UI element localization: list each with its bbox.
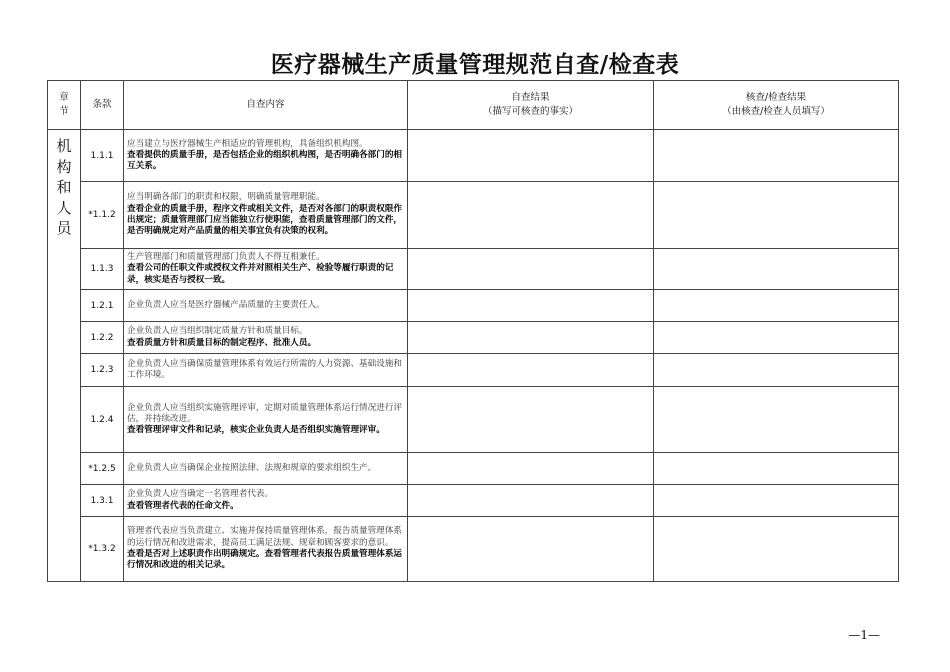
table-row: [48, 485, 899, 517]
header-clause: 条款: [81, 81, 124, 130]
table-row: [48, 453, 899, 485]
inspection-result-cell[interactable]: [654, 485, 899, 517]
table-row: [48, 182, 899, 249]
inspection-method-text: 查看管理评审文件和记录，核实企业负责人是否组织实施管理评审。: [127, 425, 385, 436]
check-content: [124, 354, 408, 387]
header-inspection-line2: （由核查/检查人员填写）: [722, 106, 830, 117]
requirement-text: 企业负责人应当是医疗器械产品质量的主要责任人。: [127, 299, 325, 310]
header-inspection: [654, 81, 899, 130]
table-row: [48, 130, 899, 182]
clause-number: 1.3.1: [81, 485, 124, 517]
header-self-check-line2: （描写可核查的事实）: [482, 106, 578, 117]
self-check-result-cell[interactable]: [408, 249, 654, 290]
header-content: 自查内容: [124, 81, 408, 130]
self-check-result-cell[interactable]: [408, 354, 654, 387]
clause-number: 1.2.3: [81, 354, 124, 387]
chapter-char: 和: [56, 178, 72, 196]
header-chapter-line1: 章: [59, 92, 69, 103]
self-check-result-cell[interactable]: [408, 130, 654, 182]
check-content: [124, 182, 408, 249]
clause-number: *1.2.5: [81, 453, 124, 485]
inspection-result-cell[interactable]: [654, 354, 899, 387]
header-chapter: [48, 81, 81, 130]
inspection-method-text: 查看企业的质量手册，程序文件或相关文件，是否对各部门的职责权限作出规定；质量管理部门应当能独立行使职能，查看质量管理部门的文件，是否明确规定对产品质量的相关事宜负有决策的权利。: [127, 203, 403, 237]
table-row: [48, 249, 899, 290]
inspection-method-text: 查看提供的质量手册，是否包括企业的组织机构图，是否明确各部门的相互关系。: [127, 149, 403, 172]
table-row: [48, 354, 899, 387]
header-chapter-line2: 节: [59, 106, 69, 117]
check-content: [124, 517, 408, 582]
inspection-method-text: 查看公司的任职文件或授权文件并对照相关生产、检验等履行职责的记录，核实是否与授权一致。: [127, 263, 394, 285]
page-title: 医疗器械生产质量管理规范自查/检查表: [270, 51, 680, 78]
clause-number: 1.2.2: [81, 322, 124, 354]
clause-number: *1.3.2: [81, 517, 124, 582]
checklist-table: [47, 80, 899, 582]
check-content: [124, 249, 408, 290]
requirement-text: 企业负责人应当确定一名管理者代表。: [127, 489, 274, 500]
check-content: [124, 130, 408, 182]
requirement-text: 应当建立与医疗器械生产相适应的管理机构，具备组织机构图。: [127, 138, 368, 149]
header-self-check-line1: 自查结果: [511, 92, 550, 103]
self-check-result-cell[interactable]: [408, 182, 654, 249]
clause-number: *1.1.2: [81, 182, 124, 249]
inspection-result-cell[interactable]: [654, 387, 899, 453]
chapter-char: 员: [56, 219, 72, 237]
requirement-text: 企业负责人应当确保企业按照法律、法规和规章的要求组织生产。: [127, 462, 377, 473]
inspection-method-text: 查看管理者代表的任命文件。: [127, 500, 239, 511]
table-row: [48, 290, 899, 322]
self-check-result-cell[interactable]: [408, 453, 654, 485]
inspection-method-text: 查看是否对上述职责作出明确规定。查看管理者代表报告质量管理体系运行情况和改进的相关记录。: [127, 549, 403, 571]
clause-number: 1.1.3: [81, 249, 124, 290]
check-content: [124, 290, 408, 322]
clause-number: 1.2.1: [81, 290, 124, 322]
inspection-method-text: 查看质量方针和质量目标的制定程序、批准人员。: [127, 337, 317, 348]
check-content: [124, 322, 408, 354]
page-number: —1—: [848, 628, 880, 642]
requirement-text: 应当明确各部门的职责和权限，明确质量管理职能。: [127, 192, 325, 203]
self-check-result-cell[interactable]: [408, 485, 654, 517]
chapter-char: 机: [56, 137, 72, 155]
header-self-check: [408, 81, 654, 130]
inspection-result-cell[interactable]: [654, 290, 899, 322]
inspection-result-cell[interactable]: [654, 182, 899, 249]
self-check-result-cell[interactable]: [408, 387, 654, 453]
self-check-result-cell[interactable]: [408, 322, 654, 354]
clause-number: 1.1.1: [81, 130, 124, 182]
table-row: [48, 517, 899, 582]
clause-number: 1.2.4: [81, 387, 124, 453]
requirement-text: 生产管理部门和质量管理部门负责人不得互相兼任。: [127, 252, 325, 263]
requirement-text: 企业负责人应当组织制定质量方针和质量目标。: [127, 326, 308, 337]
table-row: [48, 387, 899, 453]
self-check-result-cell[interactable]: [408, 517, 654, 582]
table-row: [48, 322, 899, 354]
check-content: [124, 485, 408, 517]
table-header-row: [48, 81, 899, 130]
inspection-result-cell[interactable]: [654, 130, 899, 182]
inspection-result-cell[interactable]: [654, 453, 899, 485]
requirement-text: 管理者代表应当负责建立、实施并保持质量管理体系，报告质量管理体系的运行情况和改进需求，提高员工满足法规、规章和顾客要求的意识。: [127, 526, 403, 548]
check-content: [124, 453, 408, 485]
self-check-result-cell[interactable]: [408, 290, 654, 322]
chapter-char: 构: [56, 157, 72, 176]
inspection-result-cell[interactable]: [654, 249, 899, 290]
check-content: [124, 387, 408, 453]
chapter-char: 人: [56, 198, 72, 217]
inspection-result-cell[interactable]: [654, 517, 899, 582]
requirement-text: 企业负责人应当组织实施管理评审，定期对质量管理体系运行情况进行评估，并持续改进。: [127, 402, 403, 424]
inspection-result-cell[interactable]: [654, 322, 899, 354]
header-inspection-line1: 核查/检查结果: [745, 92, 807, 103]
requirement-text: 企业负责人应当确保质量管理体系有效运行所需的人力资源、基础设施和工作环境。: [127, 358, 403, 380]
chapter-name: [48, 130, 81, 582]
